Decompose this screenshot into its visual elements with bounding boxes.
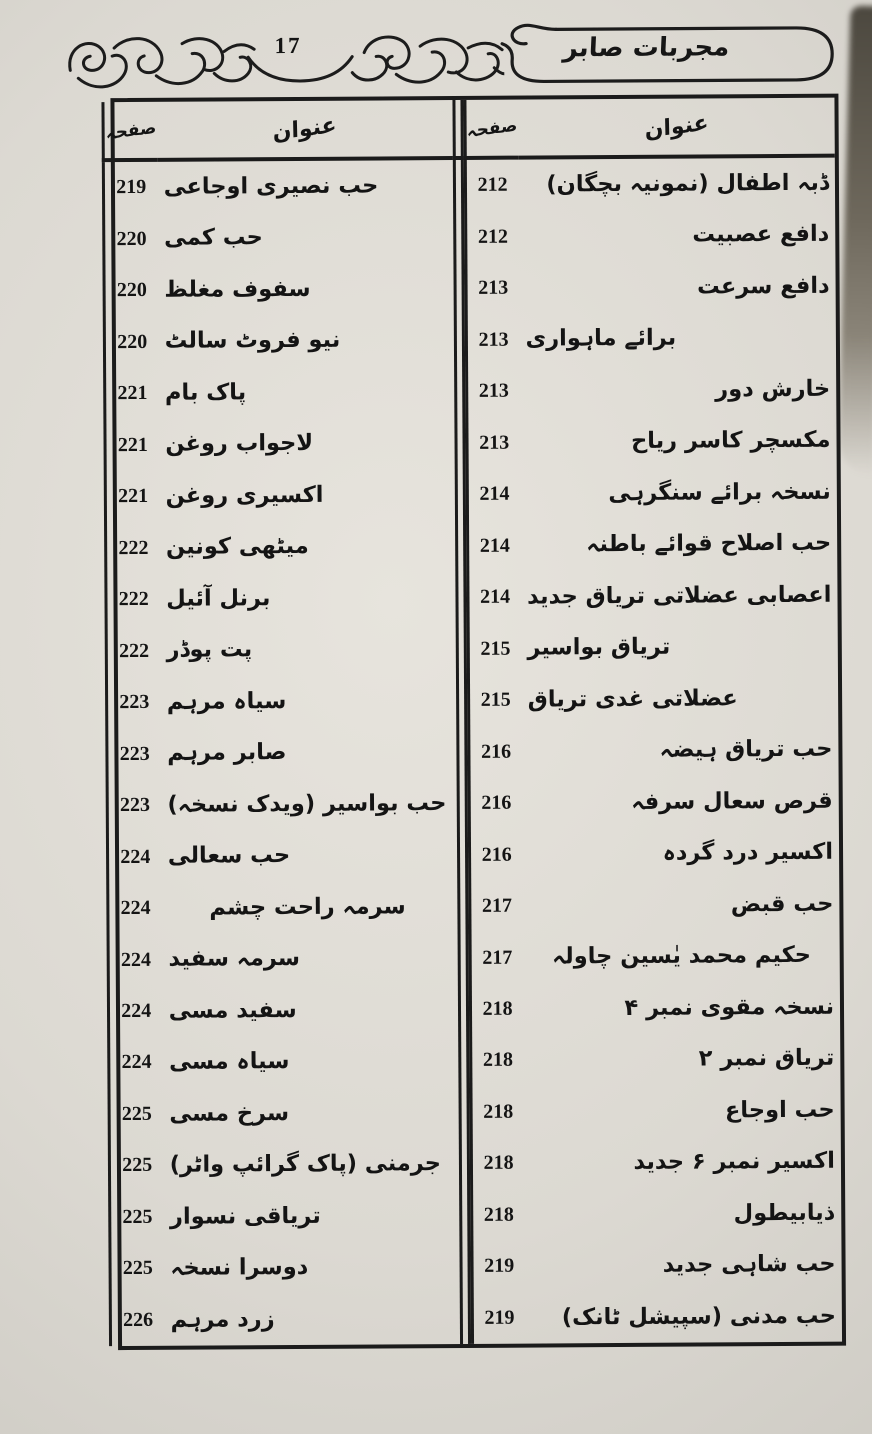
toc-entry-title: سیاہ مرہم bbox=[166, 687, 287, 715]
toc-entry-page: 223 bbox=[119, 690, 150, 714]
toc-entry-title: سیاہ مسی bbox=[168, 1048, 290, 1075]
toc-entry-page: 223 bbox=[119, 742, 150, 765]
toc-entry-page: 221 bbox=[117, 382, 148, 405]
toc-entry-title: برنل آئیل bbox=[166, 584, 271, 612]
toc-entry-page: 213 bbox=[479, 431, 510, 454]
toc-entry-title: حکیم محمد یٰسین چاولہ bbox=[551, 942, 812, 970]
toc-entry-title: حب اوجاع bbox=[724, 1096, 835, 1124]
toc-entry-page: 215 bbox=[480, 688, 511, 711]
toc-entry-title: ڈبہ اطفال (نمونیہ بچگان) bbox=[546, 169, 830, 198]
toc-entry-page: 222 bbox=[118, 536, 149, 559]
toc-entry-page: 214 bbox=[480, 585, 511, 608]
toc-entry-title: نیو فروٹ سالٹ bbox=[164, 327, 341, 355]
toc-entry-page: 220 bbox=[116, 279, 147, 302]
toc-entry-title: ذیابیطول bbox=[733, 1199, 836, 1226]
toc-entry-title: سرمہ راحت چشم bbox=[209, 893, 406, 921]
toc-entry-title: حب بواسیر (ویدک نسخہ) bbox=[167, 789, 447, 818]
toc-entry-title: پت پوڈر bbox=[166, 636, 253, 664]
toc-entry-page: 218 bbox=[483, 1203, 514, 1226]
header-label: صفحہ bbox=[466, 114, 518, 142]
toc-entry-page: 217 bbox=[481, 894, 513, 917]
column-pair-divider bbox=[452, 100, 463, 160]
toc-entry-page: 217 bbox=[482, 946, 513, 969]
toc-entry-title: حب کمی bbox=[163, 224, 263, 252]
toc-entry-title: تریاقی نسوار bbox=[169, 1202, 321, 1230]
titles-column-right bbox=[518, 158, 842, 1344]
toc-entry-page: 214 bbox=[479, 482, 510, 505]
toc-entry-page: 214 bbox=[479, 534, 510, 557]
header-title-right bbox=[518, 98, 835, 160]
toc-entry-page: 224 bbox=[120, 845, 151, 868]
page-number: 17 bbox=[274, 32, 302, 59]
toc-entry-title: برائے ماہواری bbox=[525, 325, 677, 352]
toc-entry-title: عضلاتی غدی تریاق bbox=[527, 685, 738, 713]
toc-entry-title: اکسیر نمبر ۶ جدید bbox=[633, 1147, 836, 1176]
toc-entry-page: 218 bbox=[483, 1100, 514, 1123]
toc-entry-page: 215 bbox=[480, 637, 511, 660]
toc-entry-page: 221 bbox=[118, 485, 149, 508]
book-title-cartouche bbox=[496, 16, 840, 92]
toc-entry-title: جرمنی (پاک گرائپ واٹر) bbox=[169, 1150, 442, 1178]
toc-entry-page: 224 bbox=[120, 948, 151, 971]
toc-entry-title: نسخہ برائے سنگرہی bbox=[608, 478, 831, 506]
toc-entry-title: حب تریاق ہیضہ bbox=[659, 735, 833, 764]
toc-entry-title: دافع سرعت bbox=[696, 272, 830, 300]
toc-entry-title: سرخ مسی bbox=[169, 1099, 290, 1127]
header-page-right bbox=[463, 100, 518, 160]
header-title-left bbox=[157, 100, 452, 162]
toc-entry-page: 221 bbox=[117, 433, 148, 456]
toc-entry-page: 219 bbox=[484, 1306, 515, 1329]
toc-entry-page: 216 bbox=[481, 791, 512, 814]
toc-entry-page: 224 bbox=[121, 999, 152, 1023]
toc-entry-page: 213 bbox=[478, 379, 509, 403]
page-sheet bbox=[58, 12, 856, 1351]
toc-entry-page: 212 bbox=[477, 225, 508, 248]
ornamental-header bbox=[58, 12, 848, 97]
toc-entry-title: تریاق نمبر ۲ bbox=[698, 1044, 835, 1072]
toc-entry-page: 224 bbox=[120, 896, 151, 920]
header-label: عنوان bbox=[272, 112, 337, 146]
toc-entry-page: 226 bbox=[123, 1308, 154, 1331]
table-of-contents bbox=[105, 94, 846, 1350]
toc-entry-title: دافع عصبیت bbox=[692, 221, 830, 248]
toc-entry-page: 212 bbox=[477, 173, 508, 197]
toc-entry-title: لاجواب روغن bbox=[165, 430, 314, 458]
toc-entry-title: نسخہ مقوی نمبر ۴ bbox=[624, 993, 835, 1021]
toc-entry-page: 225 bbox=[121, 1102, 152, 1126]
toc-entry-title: حب مدنی (سپیشل ٹانک) bbox=[561, 1302, 836, 1330]
toc-entry-page: 224 bbox=[121, 1051, 152, 1074]
toc-entry-title: خارش دور bbox=[715, 375, 831, 403]
pages-column-right bbox=[463, 160, 525, 1344]
titles-column-left bbox=[158, 160, 460, 1346]
header-page-left bbox=[101, 102, 157, 162]
toc-entry-title: اعصابی عضلاتی تریاق جدید bbox=[527, 581, 832, 610]
toc-entry-title: مکسچر کاسر ریاح bbox=[630, 427, 831, 455]
toc-entry-title: تریاق بواسیر bbox=[527, 633, 671, 661]
toc-entry-page: 218 bbox=[482, 1049, 514, 1072]
toc-entry-title: سفید مسی bbox=[168, 996, 297, 1024]
toc-entry-page: 218 bbox=[482, 997, 513, 1020]
toc-entry-page: 222 bbox=[118, 639, 150, 662]
toc-entry-title: اکسیری روغن bbox=[165, 481, 324, 509]
toc-entry-page: 213 bbox=[478, 276, 509, 300]
toc-entry-title: زرد مرہم bbox=[170, 1305, 275, 1333]
header-label: عنوان bbox=[644, 109, 709, 144]
pages-column-left bbox=[102, 162, 165, 1346]
toc-entry-title: سفوف مغلظ bbox=[164, 275, 311, 303]
toc-entry-title: حب سعالی bbox=[167, 842, 291, 869]
toc-entry-page: 216 bbox=[481, 843, 512, 866]
toc-entry-title: دوسرا نسخہ bbox=[170, 1254, 309, 1281]
toc-entry-page: 225 bbox=[122, 1154, 153, 1177]
toc-entry-title: حب نصیری اوجاعی bbox=[163, 172, 379, 200]
toc-entry-page: 223 bbox=[119, 793, 151, 817]
toc-entry-title: حب شاہی جدید bbox=[662, 1250, 836, 1278]
toc-entry-page: 220 bbox=[117, 330, 148, 353]
toc-entry-title: حب قبض bbox=[730, 890, 834, 918]
toc-entry-title: صابر مرہم bbox=[167, 739, 287, 767]
toc-entry-page: 219 bbox=[116, 176, 147, 199]
toc-entry-title: قرص سعال سرفہ bbox=[631, 787, 833, 815]
toc-entry-title: پاک بام bbox=[164, 379, 247, 406]
toc-entry-page: 220 bbox=[116, 227, 147, 250]
toc-entry-page: 213 bbox=[478, 328, 509, 351]
toc-entry-page: 225 bbox=[122, 1257, 153, 1280]
toc-entry-page: 222 bbox=[118, 587, 149, 611]
toc-entry-page: 219 bbox=[484, 1255, 515, 1278]
toc-entry-page: 225 bbox=[122, 1205, 153, 1228]
toc-entry-page: 218 bbox=[483, 1152, 514, 1175]
book-title: مجربات صابر bbox=[562, 32, 731, 64]
toc-entry-title: سرمہ سفید bbox=[168, 945, 301, 972]
toc-entry-title: حب اصلاح قوائے باطنہ bbox=[586, 530, 832, 558]
toc-entry-page: 216 bbox=[480, 740, 512, 763]
header-label: صفحہ bbox=[105, 117, 157, 144]
toc-entry-title: اکسیر درد گردہ bbox=[662, 838, 834, 866]
toc-entry-title: میٹھی کونین bbox=[165, 533, 309, 561]
